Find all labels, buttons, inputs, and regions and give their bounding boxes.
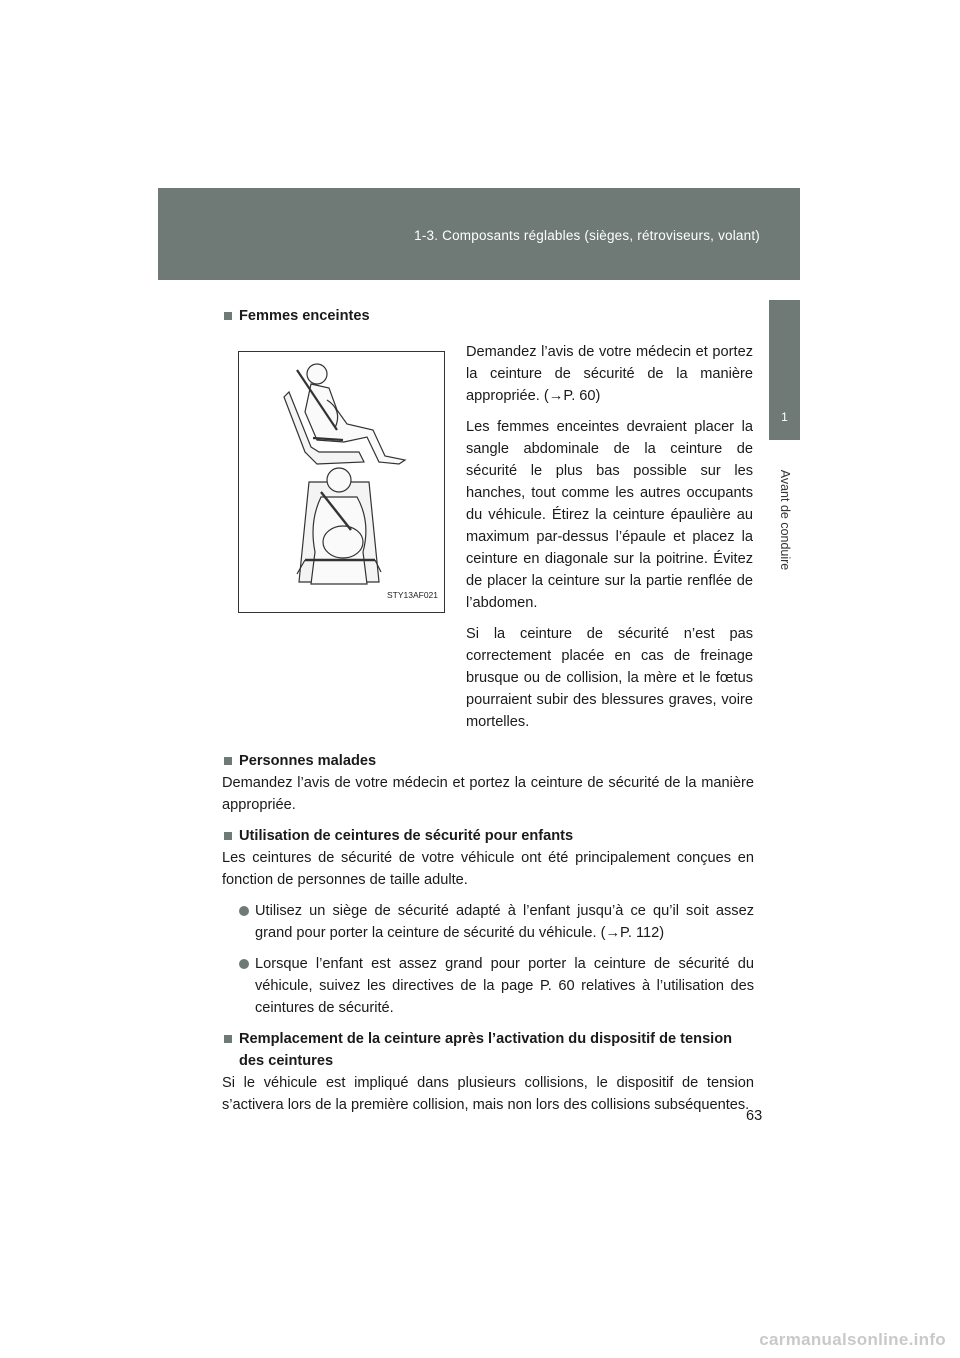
- figure-code: STY13AF021: [386, 590, 438, 600]
- chapter-title: Avant de conduire: [777, 469, 792, 571]
- paragraph: Les femmes enceintes devraient placer la sangle abdominale de la ceinture de sécurité le plus bas possible sur les hanches, tout comme les autres occupants du véhicule. Étirez la ceinture épaulière au maximum par-dessus l’épaule et placez la ceinture en diagonale sur la poitrine. Évitez de placer la ceinture sur la partie renflée de l’abdomen.: [466, 419, 753, 611]
- square-bullet-icon: [224, 832, 232, 840]
- section-pregnant: [222, 305, 754, 742]
- paragraph: Demandez l’avis de votre médecin et portez la ceinture de sécurité de la manière appropriée. (→P. 60): [466, 344, 753, 404]
- section-title: [222, 750, 754, 772]
- section-replacement: [222, 1028, 754, 1116]
- chapter-number-tab: [769, 300, 800, 440]
- section-title: [222, 1028, 754, 1072]
- pregnant-seatbelt-illustration: [238, 351, 445, 613]
- list-item: [239, 900, 754, 944]
- page-number: 63: [746, 1108, 763, 1124]
- page-content: [222, 305, 754, 1125]
- paragraph: Les ceintures de sécurité de votre véhicule ont été principalement conçues en fonction de personnes de taille adulte.: [222, 850, 754, 888]
- section-title-text: Femmes enceintes: [239, 308, 370, 324]
- section-children: [222, 825, 754, 1019]
- section-title-text: Remplacement de la ceinture après l’activation du dispositif de tension des ceintures: [239, 1031, 733, 1069]
- chapter-header-title: 1-3. Composants réglables (sièges, rétroviseurs, volant): [414, 228, 760, 243]
- square-bullet-icon: [224, 757, 232, 765]
- list-item-text: Lorsque l’enfant est assez grand pour porter la ceinture de sécurité du véhicule, suivez les directives de la page P. 60 relatives à l’utilisation des ceintures de sécurité.: [255, 956, 754, 1016]
- circle-bullet-icon: [239, 906, 249, 916]
- watermark-text: carmanualsonline.info: [759, 1330, 946, 1349]
- paragraph: Demandez l’avis de votre médecin et portez la ceinture de sécurité de la manière appropriée.: [222, 775, 754, 813]
- list-item-text: Utilisez un siège de sécurité adapté à l’enfant jusqu’à ce qu’il soit assez grand pour porter la ceinture de sécurité du véhicule. (→P. 112): [255, 903, 754, 941]
- figure-side-text: [466, 341, 753, 742]
- chapter-title-tab: [769, 440, 800, 600]
- paragraph: Si le véhicule est impliqué dans plusieurs collisions, le dispositif de tension s’activera lors de la première collision, mais non lors des collisions subséquentes.: [222, 1075, 754, 1113]
- section-title-text: Utilisation de ceintures de sécurité pour enfants: [239, 828, 574, 844]
- section-title-text: Personnes malades: [239, 753, 377, 769]
- paragraph: Si la ceinture de sécurité n’est pas correctement placée en cas de freinage brusque ou de collision, la mère et le fœtus pourraient subir des blessures graves, voire mortelles.: [466, 626, 753, 730]
- square-bullet-icon: [224, 1035, 232, 1043]
- seatbelt-figure-drawing: [239, 352, 444, 612]
- list-item: [239, 953, 754, 1019]
- section-ill: [222, 750, 754, 816]
- circle-bullet-icon: [239, 959, 249, 969]
- chapter-number: 1: [781, 410, 788, 424]
- chapter-header-bar: [158, 188, 800, 280]
- section-title: [222, 825, 754, 847]
- square-bullet-icon: [224, 312, 232, 320]
- section-title: [222, 305, 754, 327]
- figure-row: [222, 341, 754, 742]
